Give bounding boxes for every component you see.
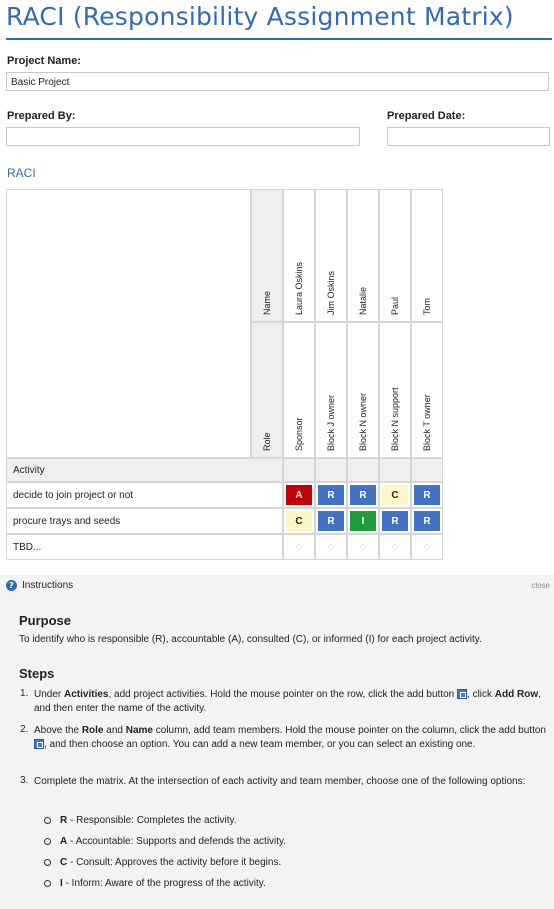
activity-row-label[interactable] xyxy=(6,482,283,508)
empty-cell-dot-icon xyxy=(360,544,366,550)
activity-header-filler xyxy=(411,458,443,482)
raci-cell[interactable] xyxy=(283,534,315,560)
member-name: Jim Oskins xyxy=(326,270,336,315)
add-button-icon xyxy=(34,739,44,749)
member-role: Block N support xyxy=(390,387,400,451)
bullet-circle-icon xyxy=(44,817,51,824)
matrix-corner xyxy=(6,189,251,458)
bullet-circle-icon xyxy=(44,859,51,866)
empty-cell-dot-icon xyxy=(328,544,334,550)
member-role-cell[interactable] xyxy=(411,322,443,458)
raci-badge-r: R xyxy=(318,511,344,531)
purpose-title: Purpose xyxy=(19,613,72,628)
empty-cell-dot-icon xyxy=(392,544,398,550)
raci-badge-r: R xyxy=(382,511,408,531)
raci-cell[interactable] xyxy=(379,534,411,560)
activity-header-cell xyxy=(6,458,283,482)
role-header: Role xyxy=(262,432,272,451)
raci-cell[interactable] xyxy=(347,508,379,534)
raci-cell[interactable] xyxy=(315,534,347,560)
step-number: 2. xyxy=(20,724,29,735)
member-name: Natalie xyxy=(358,286,368,315)
member-name: Tom xyxy=(422,297,432,315)
raci-cell[interactable] xyxy=(315,508,347,534)
raci-badge-a: A xyxy=(286,485,312,505)
member-name-cell[interactable] xyxy=(283,189,315,322)
raci-badge-r: R xyxy=(318,485,344,505)
activity-row-label[interactable] xyxy=(6,508,283,534)
raci-badge-c: C xyxy=(382,485,408,505)
raci-cell[interactable] xyxy=(283,482,315,508)
step-number: 1. xyxy=(20,688,29,699)
member-name: Laura Oskins xyxy=(294,261,304,315)
activity-header-filler xyxy=(379,458,411,482)
prepared-by-label: Prepared By: xyxy=(7,110,76,122)
member-role: Sponsor xyxy=(294,417,304,451)
prepared-date-label: Prepared Date: xyxy=(387,110,466,122)
activity-name: procure trays and seeds xyxy=(13,516,121,527)
prepared-date-field[interactable] xyxy=(387,127,550,146)
raci-cell[interactable] xyxy=(347,534,379,560)
member-name-cell[interactable] xyxy=(411,189,443,322)
member-role-cell[interactable] xyxy=(283,322,315,458)
raci-badge-i: I xyxy=(350,511,376,531)
member-name-cell[interactable] xyxy=(379,189,411,322)
member-role: Block J owner xyxy=(326,394,336,451)
activity-row-label[interactable] xyxy=(6,534,283,560)
step-3-text: Complete the matrix. At the intersection of each activity and team member, choose one of the following options: xyxy=(34,776,526,787)
empty-cell-dot-icon xyxy=(296,544,302,550)
member-name-cell[interactable] xyxy=(347,189,379,322)
instructions-title: Instructions xyxy=(22,580,74,591)
close-link[interactable]: close xyxy=(531,581,550,590)
raci-badge-r: R xyxy=(414,511,440,531)
raci-cell[interactable] xyxy=(315,482,347,508)
name-header-cell xyxy=(251,189,283,322)
info-icon: ? xyxy=(6,580,17,591)
member-role: Block N owner xyxy=(358,392,368,451)
raci-cell[interactable] xyxy=(379,482,411,508)
member-role-cell[interactable] xyxy=(347,322,379,458)
project-name-field[interactable]: Basic Project xyxy=(6,72,549,91)
option-item: R - Responsible: Completes the activity. xyxy=(44,815,237,826)
purpose-text: To identify who is responsible (R), accountable (A), consulted (C), or informed (I) for each project activity. xyxy=(19,634,482,645)
raci-cell[interactable] xyxy=(347,482,379,508)
activity-header-filler xyxy=(315,458,347,482)
raci-badge-r: R xyxy=(350,485,376,505)
activity-name: decide to join project or not xyxy=(13,490,134,501)
step-number: 3. xyxy=(20,775,29,786)
step-2-text: Above the Role and Name column, add team members. Hold the mouse pointer on the column, click the add button , and then choose an option. You can add a new team member, or you can select an existing one. xyxy=(34,725,546,750)
raci-section-label: RACI xyxy=(7,166,36,180)
instructions-header[interactable] xyxy=(6,580,73,591)
activity-header-filler xyxy=(347,458,379,482)
activity-header: Activity xyxy=(13,465,45,476)
name-header: Name xyxy=(262,290,272,315)
activity-name: TBD... xyxy=(13,542,42,553)
member-role: Block T owner xyxy=(422,394,432,451)
raci-badge-c: C xyxy=(286,511,312,531)
add-button-icon xyxy=(457,689,467,699)
option-item: I - Inform: Aware of the progress of the activity. xyxy=(44,878,266,889)
raci-cell[interactable] xyxy=(411,482,443,508)
empty-cell-dot-icon xyxy=(424,544,430,550)
prepared-by-field[interactable] xyxy=(6,127,360,146)
title-divider xyxy=(6,38,552,40)
member-role-cell[interactable] xyxy=(315,322,347,458)
raci-badge-r: R xyxy=(414,485,440,505)
instructions-panel xyxy=(0,575,554,909)
bullet-circle-icon xyxy=(44,838,51,845)
page-title: RACI (Responsibility Assignment Matrix) xyxy=(6,2,514,31)
steps-title: Steps xyxy=(19,666,55,681)
member-name-cell[interactable] xyxy=(315,189,347,322)
bullet-circle-icon xyxy=(44,880,51,887)
option-item: A - Accountable: Supports and defends the activity. xyxy=(44,836,286,847)
raci-cell[interactable] xyxy=(411,508,443,534)
member-role-cell[interactable] xyxy=(379,322,411,458)
raci-cell[interactable] xyxy=(283,508,315,534)
step-1-text: Under Activities, add project activities. Hold the mouse pointer on the row, click the add button , click Add Row, and then enter the name of the activity. xyxy=(34,689,541,714)
activity-header-filler xyxy=(283,458,315,482)
member-name: Paul xyxy=(390,296,400,315)
project-name-label: Project Name: xyxy=(7,55,81,67)
raci-cell[interactable] xyxy=(411,534,443,560)
raci-cell[interactable] xyxy=(379,508,411,534)
option-item: C - Consult: Approves the activity before it begins. xyxy=(44,857,281,868)
role-header-cell xyxy=(251,322,283,458)
